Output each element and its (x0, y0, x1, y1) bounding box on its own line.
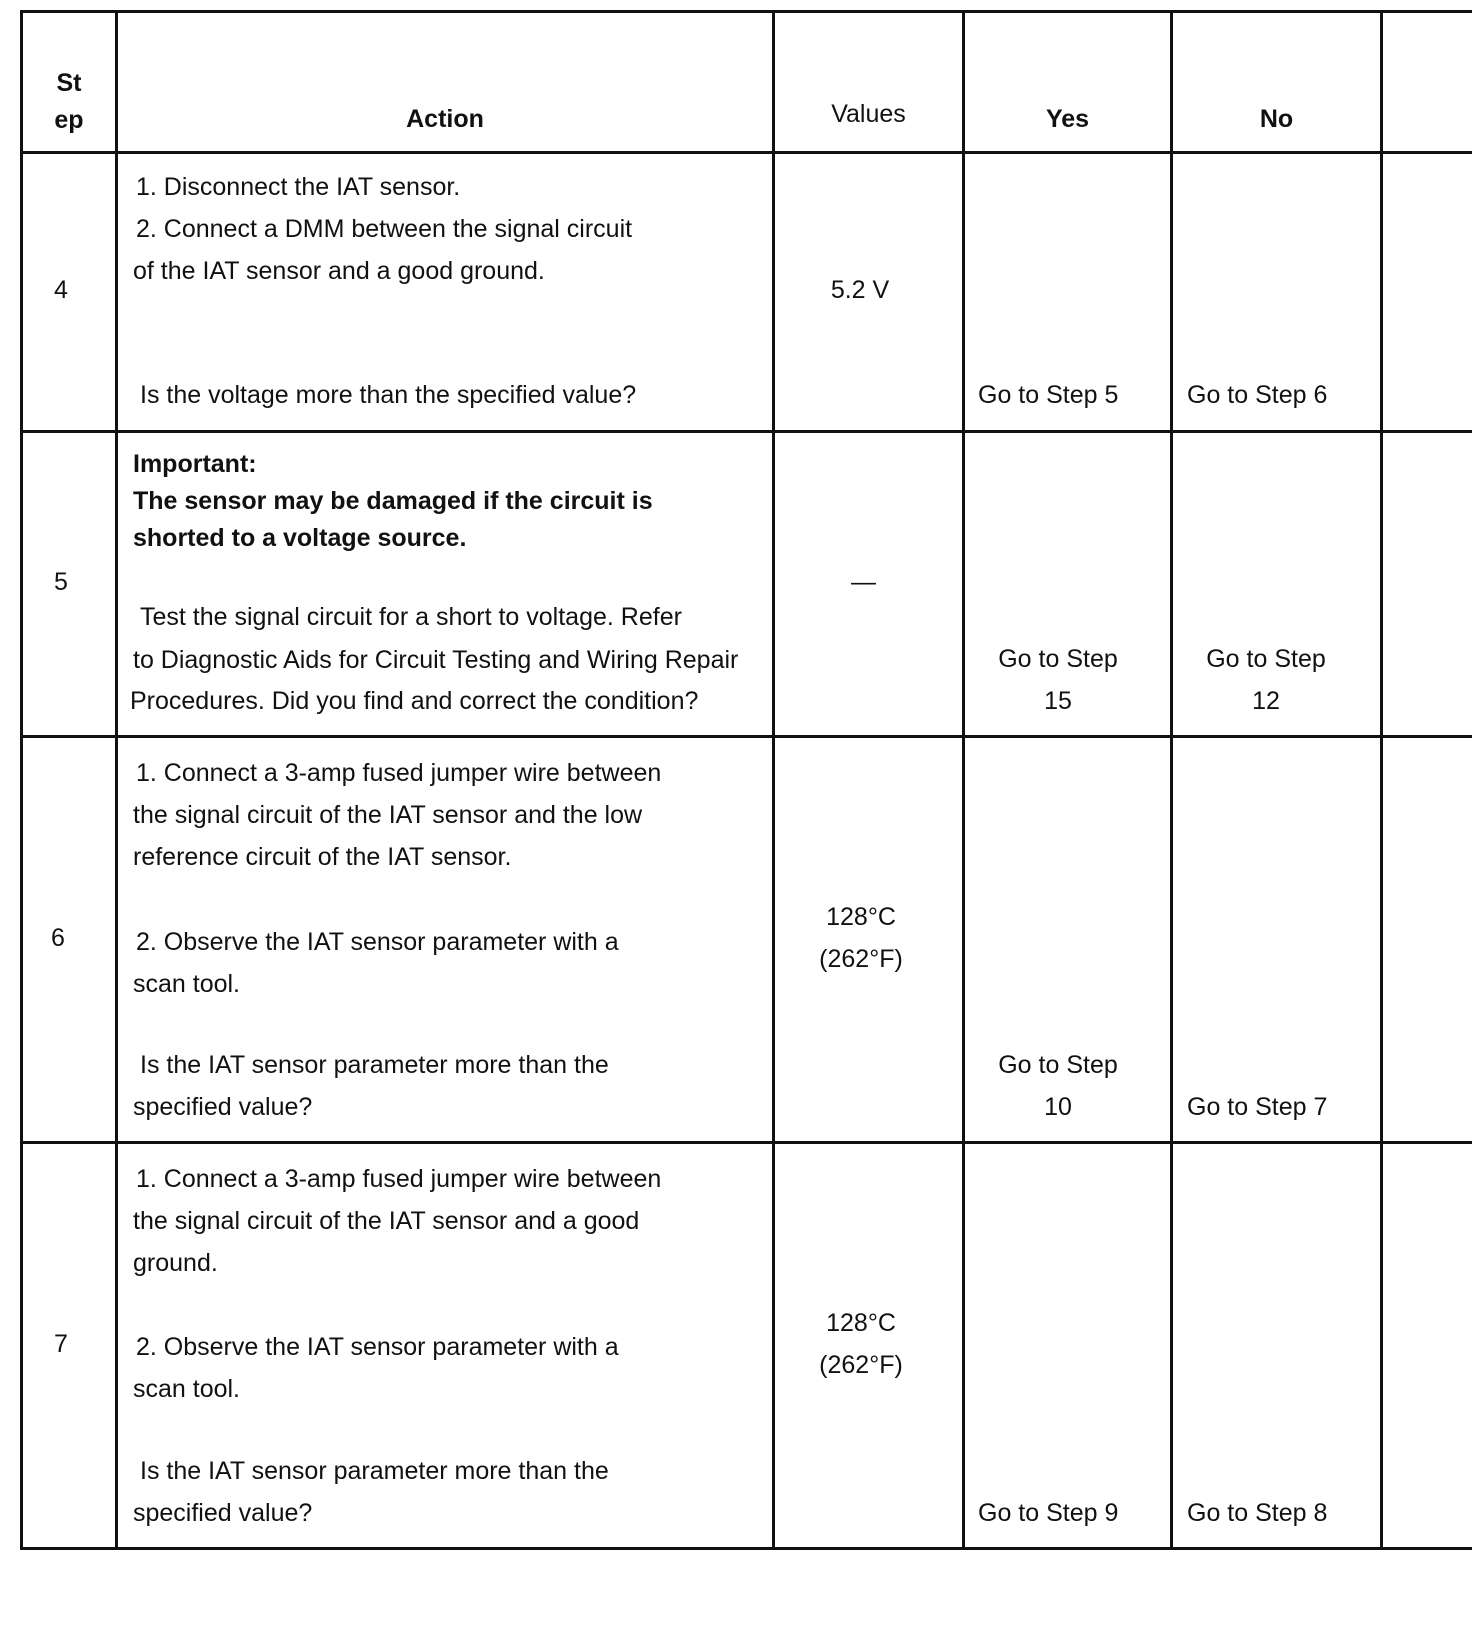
yes-line: Go to Step (998, 1051, 1118, 1079)
action-line: Is the voltage more than the specified value? (140, 381, 637, 409)
action-line: 2. Connect a DMM between the signal circuit (136, 215, 633, 243)
grid-line (20, 1547, 1472, 1550)
action-line: Procedures. Did you find and correct the condition? (130, 687, 699, 715)
no-line: Go to Step (1206, 645, 1326, 673)
important-text: The sensor may be damaged if the circuit is (133, 487, 653, 515)
step-number: 6 (51, 924, 65, 952)
value-line: 128°C (826, 903, 896, 931)
step-number: 7 (54, 1330, 68, 1358)
yes-line: Go to Step 5 (978, 381, 1119, 409)
grid-line (20, 10, 1472, 13)
no-line: Go to Step 8 (1187, 1499, 1328, 1527)
action-line: specified value? (133, 1093, 313, 1121)
action-line: of the IAT sensor and a good ground. (133, 257, 545, 285)
yes-line: Go to Step (998, 645, 1118, 673)
action-line: 1. Connect a 3-amp fused jumper wire between (136, 759, 662, 787)
action-line: specified value? (133, 1499, 313, 1527)
step-number: 4 (54, 276, 68, 304)
action-line: 2. Observe the IAT sensor parameter with a (136, 928, 619, 956)
no-line: Go to Step 6 (1187, 381, 1328, 409)
action-line: 1. Disconnect the IAT sensor. (136, 173, 461, 201)
grid-line (20, 430, 1472, 433)
step-number: 5 (54, 568, 68, 596)
grid-line (20, 10, 23, 1550)
important-heading: Important: (133, 450, 257, 478)
action-line: to Diagnostic Aids for Circuit Testing and Wiring Repair (133, 646, 739, 674)
yes-line: 10 (1044, 1093, 1072, 1121)
action-line: scan tool. (133, 970, 241, 998)
grid-line (1170, 10, 1173, 1550)
yes-line: Go to Step 9 (978, 1499, 1119, 1527)
header-no: No (1259, 105, 1294, 133)
grid-line (962, 10, 965, 1550)
header-step-line: St (56, 69, 82, 97)
grid-line (115, 10, 118, 1550)
header-step-line: ep (54, 106, 84, 134)
value-line: 5.2 V (830, 276, 890, 304)
action-line: Is the IAT sensor parameter more than the (140, 1051, 609, 1079)
action-line: scan tool. (133, 1375, 241, 1403)
action-line: reference circuit of the IAT sensor. (133, 843, 512, 871)
action-line: Test the signal circuit for a short to voltage. Refer (140, 603, 682, 631)
header-yes: Yes (1045, 105, 1090, 133)
value-line: — (851, 568, 876, 596)
header-action: Action (406, 105, 484, 133)
value-line: 128°C (826, 1309, 896, 1337)
important-text: shorted to a voltage source. (133, 524, 467, 552)
grid-line (1380, 10, 1383, 1550)
grid-line (20, 735, 1472, 738)
action-line: 1. Connect a 3-amp fused jumper wire between (136, 1165, 662, 1193)
no-line: 12 (1252, 687, 1280, 715)
grid-line (20, 1141, 1472, 1144)
action-line: the signal circuit of the IAT sensor and a good (133, 1207, 640, 1235)
action-line: the signal circuit of the IAT sensor and the low (133, 801, 643, 829)
grid-line (20, 151, 1472, 154)
action-line: Is the IAT sensor parameter more than the (140, 1457, 609, 1485)
yes-line: 15 (1044, 687, 1072, 715)
action-line: ground. (133, 1249, 218, 1277)
no-line: Go to Step 7 (1187, 1093, 1328, 1121)
value-line: (262°F) (819, 945, 903, 973)
header-values: Values (831, 100, 906, 128)
value-line: (262°F) (819, 1351, 903, 1379)
action-line: 2. Observe the IAT sensor parameter with a (136, 1333, 619, 1361)
